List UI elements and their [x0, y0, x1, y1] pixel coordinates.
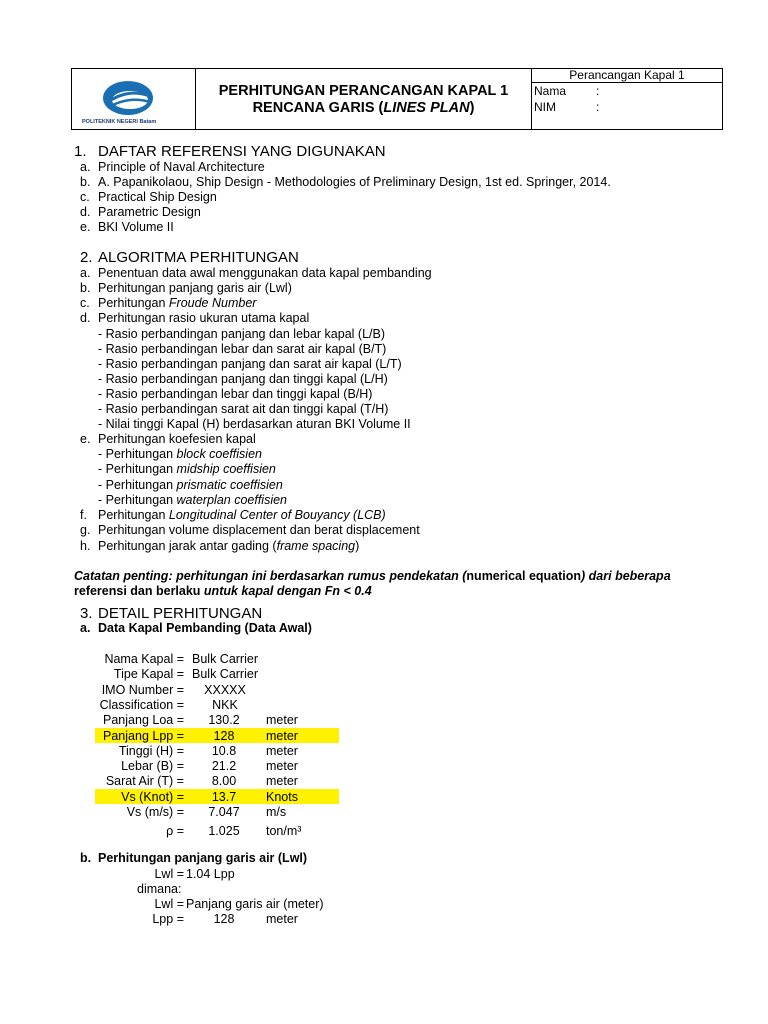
lpp-label: Lpp =: [152, 912, 184, 926]
data-value: Bulk Carrier: [192, 667, 258, 681]
section-1-heading: DAFTAR REFERENSI YANG DIGUNAKAN: [98, 143, 386, 160]
reference-item: Parametric Design: [98, 205, 201, 219]
formula-label: Lwl =: [154, 867, 184, 881]
data-value: XXXXX: [204, 683, 246, 697]
data-value: 13.7: [211, 790, 237, 804]
list-marker: d.: [80, 311, 91, 325]
subsection-a-heading: Data Kapal Pembanding (Data Awal): [98, 621, 312, 635]
algorithm-subitem: - Rasio perbandingan sarat ait dan tinggi kapal (T/H): [98, 402, 389, 416]
section-2-number: 2.: [80, 249, 93, 266]
data-label: Vs (m/s) =: [126, 805, 184, 819]
section-1-number: 1.: [74, 143, 87, 160]
page-title: [196, 83, 531, 117]
algorithm-subitem: - Perhitungan waterplan coeffisien: [98, 493, 288, 507]
subsection-b-heading: Perhitungan panjang garis air (Lwl): [98, 851, 308, 865]
algorithm-item: Perhitungan rasio ukuran utama kapal: [98, 311, 310, 325]
title-line-1: PERHITUNGAN PERANCANGAN KAPAL 1: [218, 83, 509, 99]
section-3-number: 3.: [80, 605, 93, 622]
algorithm-subitem: - Perhitungan prismatic coeffisien: [98, 478, 283, 492]
algorithm-item: Perhitungan jarak antar gading (frame spacing): [98, 539, 360, 553]
algorithm-item: Perhitungan volume displacement dan berat displacement: [98, 523, 420, 537]
algorithm-item: Perhitungan koefesien kapal: [98, 432, 256, 446]
algorithm-subitem: - Rasio perbandingan panjang dan sarat air kapal (L/T): [98, 357, 402, 371]
data-value: 10.8: [211, 744, 237, 758]
list-marker: f.: [80, 508, 87, 522]
data-unit: meter: [266, 713, 298, 727]
reference-item: BKI Volume II: [98, 220, 174, 234]
algorithm-item: Perhitungan Froude Number: [98, 296, 257, 310]
section-2-heading: ALGORITMA PERHITUNGAN: [98, 249, 299, 266]
data-value: NKK: [212, 698, 238, 712]
algorithm-subitem: - Perhitungan block coeffisien: [98, 447, 262, 461]
section-3-heading: DETAIL PERHITUNGAN: [98, 605, 263, 622]
list-marker: a.: [80, 160, 91, 174]
nama-label: Nama: [534, 84, 567, 98]
data-label: Tipe Kapal =: [113, 667, 184, 681]
definition-label: Lwl =: [154, 897, 184, 911]
formula: 1.04 Lpp: [186, 867, 235, 881]
logo-text: POLITEKNIK NEGERI Batam: [82, 119, 157, 125]
list-marker: b.: [80, 281, 91, 295]
list-marker: g.: [80, 523, 91, 537]
data-value: 128: [213, 729, 235, 743]
data-value: 7.047: [208, 805, 240, 819]
dimana-label: dimana:: [137, 882, 182, 896]
definition-text: Panjang garis air (meter): [186, 897, 324, 911]
data-unit: meter: [266, 744, 298, 758]
data-unit: meter: [266, 729, 298, 743]
nim-label: NIM: [534, 100, 556, 114]
data-label: Sarat Air (T) =: [105, 774, 184, 788]
data-label: Vs (Knot) =: [121, 790, 184, 804]
list-marker: e.: [80, 432, 91, 446]
data-unit: meter: [266, 759, 298, 773]
algorithm-item: Perhitungan Longitudinal Center of Bouyancy (LCB): [98, 508, 386, 522]
data-value: 8.00: [211, 774, 237, 788]
data-unit: ton/m³: [266, 824, 302, 838]
data-label: Panjang Loa =: [103, 713, 184, 727]
reference-item: A. Papanikolaou, Ship Design - Methodologies of Preliminary Design, 1st ed. Springer, 2014.: [98, 175, 611, 189]
algorithm-subitem: - Perhitungan midship coeffisien: [98, 462, 276, 476]
data-label: ρ =: [166, 824, 184, 838]
list-marker: a.: [80, 266, 91, 280]
algorithm-subitem: - Rasio perbandingan panjang dan lebar kapal (L/B): [98, 327, 385, 341]
data-label: Classification =: [99, 698, 184, 712]
data-unit: m/s: [266, 805, 287, 819]
data-label: Tinggi (H) =: [118, 744, 184, 758]
data-label: Panjang Lpp =: [103, 729, 184, 743]
polibatam-logo: [78, 74, 190, 128]
data-value: 1.025: [208, 824, 240, 838]
algorithm-subitem: - Rasio perbandingan lebar dan sarat air kapal (B/T): [98, 342, 387, 356]
data-label: Lebar (B) =: [121, 759, 184, 773]
course-name: Perancangan Kapal 1: [569, 68, 685, 82]
nim-colon: :: [596, 100, 600, 114]
nama-colon: :: [596, 84, 600, 98]
list-marker: d.: [80, 205, 91, 219]
list-marker: c.: [80, 296, 90, 310]
document-header: [71, 68, 723, 130]
list-marker: c.: [80, 190, 90, 204]
list-marker: e.: [80, 220, 91, 234]
lpp-unit: meter: [266, 912, 298, 926]
data-value: 130.2: [208, 713, 240, 727]
lpp-value: 128: [213, 912, 235, 926]
reference-item: Practical Ship Design: [98, 190, 217, 204]
data-unit: Knots: [266, 790, 298, 804]
important-note-line-2: referensi dan berlaku untuk kapal dengan Fn < 0.4: [74, 584, 372, 598]
list-marker: b.: [80, 175, 91, 189]
data-value: 21.2: [211, 759, 237, 773]
list-marker: a.: [80, 621, 91, 635]
algorithm-subitem: - Rasio perbandingan lebar dan tinggi kapal (B/H): [98, 387, 373, 401]
algorithm-subitem: - Rasio perbandingan panjang dan tinggi kapal (L/H): [98, 372, 388, 386]
important-note-line-1: Catatan penting: perhitungan ini berdasarkan rumus pendekatan (numerical equation) dari beberapa: [74, 569, 671, 583]
algorithm-item: Perhitungan panjang garis air (Lwl): [98, 281, 292, 295]
data-unit: meter: [266, 774, 298, 788]
data-label: Nama Kapal =: [104, 652, 184, 666]
data-value: Bulk Carrier: [192, 652, 258, 666]
title-line-2: RENCANA GARIS (LINES PLAN): [252, 100, 475, 116]
reference-item: Principle of Naval Architecture: [98, 160, 265, 174]
list-marker: h.: [80, 539, 91, 553]
algorithm-item: Penentuan data awal menggunakan data kapal pembanding: [98, 266, 432, 280]
algorithm-subitem: - Nilai tinggi Kapal (H) berdasarkan aturan BKI Volume II: [98, 417, 411, 431]
header-divider: [531, 82, 722, 83]
list-marker: b.: [80, 851, 92, 865]
data-label: IMO Number =: [101, 683, 184, 697]
